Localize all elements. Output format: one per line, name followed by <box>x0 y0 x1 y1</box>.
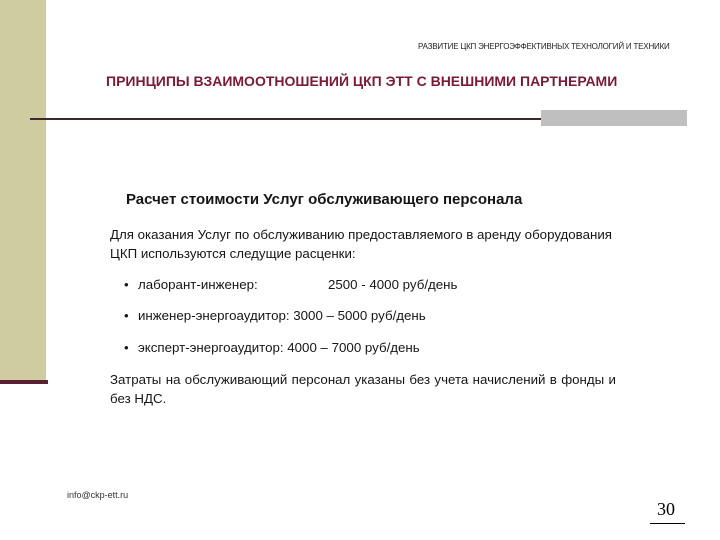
bullet-price: 4000 – 7000 руб/день <box>287 340 420 355</box>
list-item <box>124 308 426 323</box>
bullet-marker: • <box>124 277 129 292</box>
accent-block <box>541 110 687 126</box>
page-number-underline <box>650 523 685 524</box>
footer-email: info@ckp-ett.ru <box>67 490 129 500</box>
sidebar-band <box>0 0 46 383</box>
list-item <box>124 277 458 292</box>
bullet-marker: • <box>124 340 129 355</box>
bullet-role: лаборант-инженер: <box>138 277 258 292</box>
bullet-price: 2500 - 4000 руб/день <box>328 277 458 292</box>
intro-paragraph: Для оказания Услуг по обслуживанию предоставляемого в аренду оборудования ЦКП используются следущие расценки: <box>110 227 612 261</box>
bullet-role: эксперт-энергоаудитор: <box>138 340 284 355</box>
list-item <box>124 340 420 355</box>
slide-title: ПРИНЦИПЫ ВЗАИМООТНОШЕНИЙ ЦКП ЭТТ С ВНЕШНИМИ ПАРТНЕРАМИ <box>106 73 618 89</box>
title-divider <box>30 118 542 120</box>
bullet-marker: • <box>124 308 129 323</box>
header-org-text: РАЗВИТИЕ ЦКП ЭНЕРГОЭФФЕКТИВНЫХ ТЕХНОЛОГИЙ И ТЕХНИКИ <box>418 42 670 51</box>
page-number: 30 <box>657 499 675 519</box>
bullet-price: 3000 – 5000 руб/день <box>293 308 426 323</box>
section-subtitle: Расчет стоимости Услуг обслуживающего персонала <box>126 191 523 208</box>
bullet-role: инженер-энергоаудитор: <box>138 308 290 323</box>
sidebar-divider <box>0 380 48 384</box>
outro-paragraph: Затраты на обслуживающий персонал указаны без учета начислений в фонды и без НДС. <box>110 372 616 406</box>
